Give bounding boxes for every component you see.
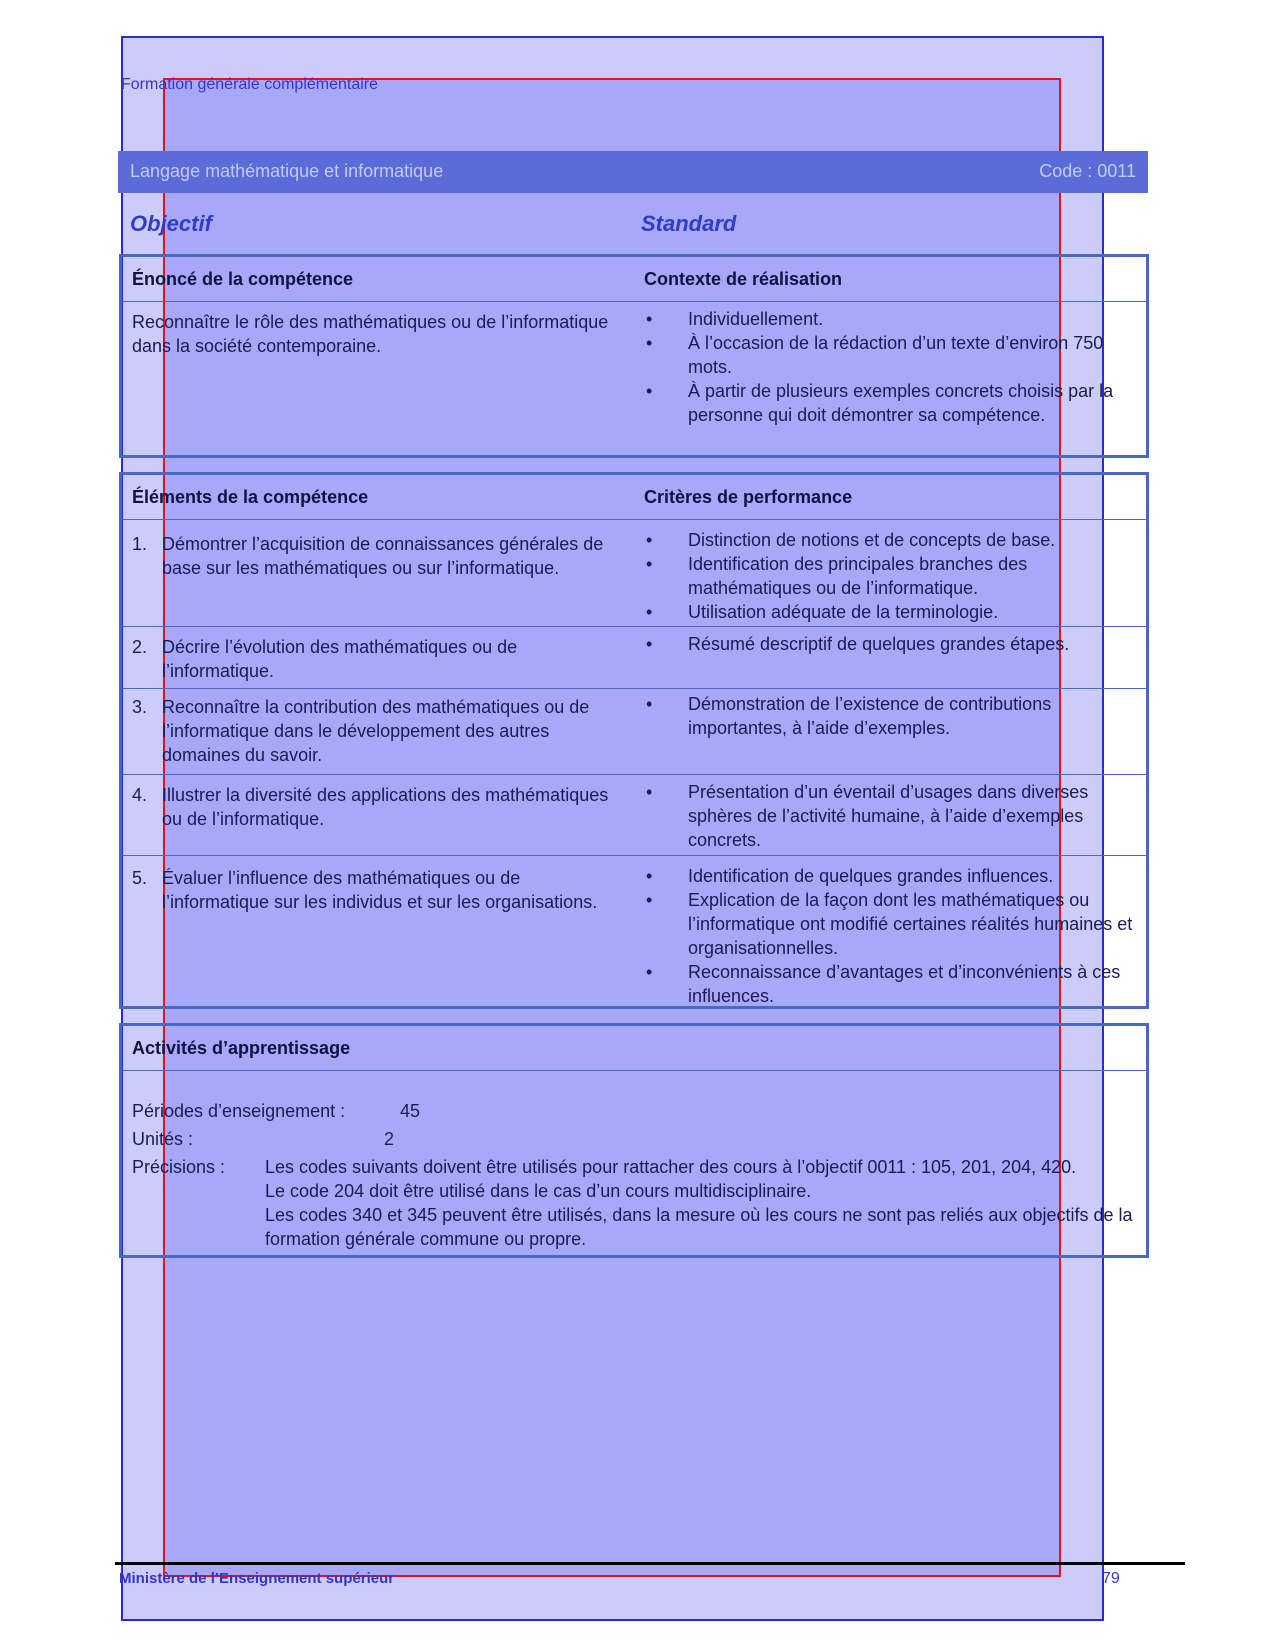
element-description: Reconnaître la contribution des mathématiques ou de l’informatique dans le développement des autres domaines du savoir. [162, 697, 590, 765]
precisions-list [265, 1155, 1133, 1251]
competence-heading: Énoncé de la compétence [132, 269, 354, 289]
context-item: • À l’occasion de la rédaction d’un texte d’environ 750 mots. [644, 331, 1134, 379]
elements-box [119, 472, 1149, 1009]
competence-statement: Reconnaître le rôle des mathématiques ou de l’informatique dans la société contemporaine. [132, 312, 609, 356]
element-number: 5. [132, 868, 148, 888]
units-label: Unités : [132, 1129, 194, 1149]
standard-label: Standard [641, 211, 737, 236]
element-number: 3. [132, 697, 148, 717]
criterion: • Distinction de notions et de concepts de base. [644, 528, 1134, 552]
precision-item: Les codes suivants doivent être utilisés pour rattacher des cours à l’objectif 0011 : 105, 201, 204, 420. [265, 1157, 1077, 1177]
activities-body [122, 1071, 1146, 1255]
context-item: • À partir de plusieurs exemples concrets choisis par la personne qui doit démontrer sa compétence. [644, 379, 1134, 427]
precisions-label: Précisions : [132, 1157, 226, 1177]
criterion: • Reconnaissance d’avantages et d’inconvénients à ces influences. [644, 960, 1134, 1008]
precision-item: Le code 204 doit être utilisé dans le cas d’un cours multidisciplinaire. [265, 1181, 812, 1201]
element-description: Illustrer la diversité des applications des mathématiques ou de l’informatique. [162, 785, 609, 829]
criterion: • Identification des principales branches des mathématiques ou de l’informatique. [644, 552, 1134, 600]
element-text [132, 532, 612, 580]
criterion: • Démonstration de l’existence de contributions importantes, à l’aide d’exemples. [644, 692, 1134, 740]
criteria-list [644, 632, 1134, 656]
context-list [644, 307, 1134, 427]
criteria-list [644, 692, 1134, 740]
element-number: 2. [132, 637, 148, 657]
element-description: Démontrer l’acquisition de connaissances générales de base sur les mathématiques ou sur l’informatique. [162, 534, 604, 578]
element-text [132, 783, 612, 831]
page-number: 79 [1102, 1570, 1120, 1587]
criterion: • Utilisation adéquate de la terminologie. [644, 600, 1134, 624]
competence-box [119, 254, 1149, 458]
element-description: Décrire l’évolution des mathématiques ou de l’informatique. [162, 637, 518, 681]
footer-ministry: Ministère de l’Enseignement supérieur [119, 1570, 395, 1587]
periods-value: 45 [400, 1101, 421, 1121]
criterion: • Résumé descriptif de quelques grandes étapes. [644, 632, 1134, 656]
periods-label: Périodes d’enseignement : [132, 1101, 346, 1121]
criterion: • Explication de la façon dont les mathématiques ou l’informatique ont modifié certaines réalités humaines et organisationnelles. [644, 888, 1134, 960]
element-number: 4. [132, 785, 148, 805]
activities-box [119, 1023, 1149, 1258]
element-text [132, 866, 612, 914]
element-description: Évaluer l’influence des mathématiques ou de l’informatique sur les individus et sur les organisations. [162, 868, 598, 912]
footer-rule [115, 1562, 1185, 1565]
context-heading: Contexte de réalisation [644, 269, 843, 289]
criteria-heading: Critères de performance [644, 487, 853, 507]
element-text [132, 635, 612, 683]
element-text [132, 695, 612, 767]
element-row-4 [122, 775, 1146, 856]
course-code: Code : 0011 [1039, 161, 1136, 181]
context-item: • Individuellement. [644, 307, 1134, 331]
criteria-list [644, 528, 1134, 624]
element-row-1 [122, 520, 1146, 627]
element-number: 1. [132, 534, 148, 554]
criteria-list [644, 864, 1134, 1008]
activities-heading: Activités d’apprentissage [132, 1038, 351, 1058]
elements-header [122, 475, 1146, 520]
criteria-list [644, 780, 1134, 852]
element-row-2 [122, 627, 1146, 689]
criterion: • Identification de quelques grandes influences. [644, 864, 1134, 888]
title-bar [118, 151, 1148, 193]
program-header: Formation générale complémentaire [121, 76, 379, 93]
competence-header [122, 257, 1146, 302]
units-value: 2 [384, 1129, 395, 1149]
element-row-3 [122, 689, 1146, 775]
activities-header [122, 1026, 1146, 1071]
criterion: • Présentation d’un éventail d’usages dans diverses sphères de l’activité humaine, à l’aide d’exemples concrets. [644, 780, 1134, 852]
element-row-5 [122, 856, 1146, 1006]
precision-item: Les codes 340 et 345 peuvent être utilisés, dans la mesure où les cours ne sont pas reliés aux objectifs de la formation générale commune ou propre. [265, 1205, 1133, 1249]
competence-row [122, 302, 1146, 452]
elements-heading: Éléments de la compétence [132, 487, 369, 507]
course-title: Langage mathématique et informatique [130, 161, 444, 181]
objective-label: Objectif [130, 211, 212, 236]
